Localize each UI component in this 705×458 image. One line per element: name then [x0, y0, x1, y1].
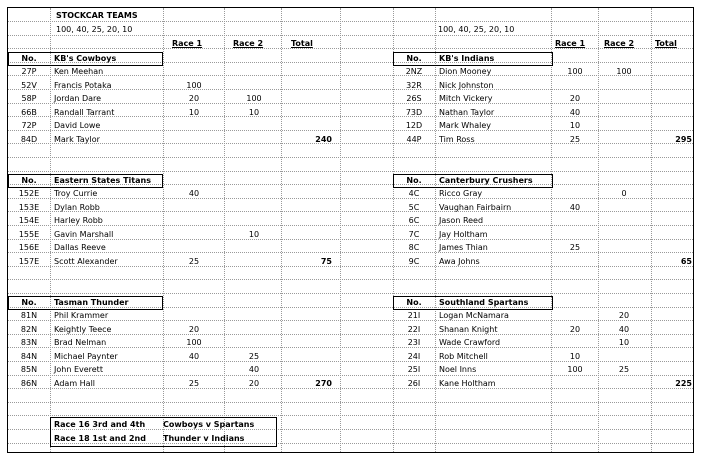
- driver-number: 72P: [21, 121, 37, 130]
- race2-points: [602, 202, 646, 214]
- grid-col-line: [224, 8, 225, 452]
- race2-points: 25: [618, 365, 630, 374]
- race2-points: 25: [248, 352, 260, 361]
- race1-points: 100: [186, 338, 202, 347]
- race2-points: [228, 66, 280, 78]
- race2-points: [228, 256, 280, 268]
- driver-number: 32R: [406, 81, 422, 90]
- driver-name: Brad Nelman: [54, 338, 107, 347]
- race2-points: [228, 188, 280, 200]
- grid-row-line: [8, 293, 693, 294]
- race2-points: 100: [246, 94, 262, 103]
- driver-number: 2NZ: [405, 67, 423, 76]
- race2-points: 20: [618, 311, 630, 320]
- grid-col-line: [281, 8, 282, 452]
- team-header-no: No.: [21, 298, 37, 307]
- race1-points: 20: [569, 325, 581, 334]
- race2-points: [602, 242, 646, 254]
- driver-number: 86N: [20, 379, 38, 388]
- race1-points: 40: [569, 203, 581, 212]
- race1-points: [553, 337, 597, 349]
- team-name: Canterbury Crushers: [439, 176, 533, 185]
- race1-points: 25: [188, 257, 200, 266]
- race1-points: [168, 134, 220, 146]
- driver-name: Jordan Dare: [54, 94, 102, 103]
- driver-name: Scott Alexander: [54, 257, 118, 266]
- driver-number: 12D: [405, 121, 423, 130]
- header-race2-left: Race 2: [233, 39, 264, 48]
- race1-points: 20: [569, 94, 581, 103]
- points-scale-right: 100, 40, 25, 20, 10: [438, 25, 515, 34]
- team-total: 240: [315, 135, 332, 144]
- driver-name: Noel Inns: [439, 365, 477, 374]
- driver-number: 156E: [18, 243, 40, 252]
- fixture-race-2: Race 18 1st and 2nd: [54, 434, 146, 443]
- race2-points: [228, 202, 280, 214]
- race2-points: [228, 310, 280, 322]
- race1-points: [553, 215, 597, 227]
- driver-number: 44P: [406, 135, 422, 144]
- header-total-left: Total: [291, 39, 313, 48]
- team-name: Tasman Thunder: [54, 298, 129, 307]
- driver-number: 152E: [18, 189, 40, 198]
- driver-name: Adam Hall: [54, 379, 96, 388]
- header-race2-right: Race 2: [604, 39, 635, 48]
- driver-number: 26I: [407, 379, 421, 388]
- driver-number: 6C: [408, 216, 420, 225]
- race2-points: [602, 134, 646, 146]
- race1-points: 10: [188, 108, 200, 117]
- race2-points: [602, 215, 646, 227]
- race2-points: 40: [248, 365, 260, 374]
- driver-name: Ricco Gray: [439, 189, 483, 198]
- driver-name: Michael Paynter: [54, 352, 118, 361]
- grid-col-line: [651, 8, 652, 452]
- driver-number: 25I: [407, 365, 421, 374]
- race1-points: [553, 256, 597, 268]
- driver-name: Tim Ross: [439, 135, 475, 144]
- race2-points: 100: [616, 67, 632, 76]
- team-header-no: No.: [406, 176, 422, 185]
- driver-number: 157E: [18, 257, 40, 266]
- driver-number: 4C: [408, 189, 420, 198]
- driver-name: Mitch Vickery: [439, 94, 493, 103]
- driver-name: Troy Currie: [54, 189, 98, 198]
- team-total: 295: [675, 135, 692, 144]
- driver-name: Awa Johns: [439, 257, 480, 266]
- sheet-title: STOCKCAR TEAMS: [56, 11, 138, 20]
- driver-number: 9C: [408, 257, 420, 266]
- team-name: Eastern States Titans: [54, 176, 151, 185]
- grid-row-line: [8, 402, 693, 403]
- race1-points: [168, 215, 220, 227]
- driver-number: 84N: [20, 352, 38, 361]
- driver-name: James Thian: [439, 243, 488, 252]
- race1-points: 40: [188, 352, 200, 361]
- grid-row-line: [8, 157, 693, 158]
- team-name: KB's Indians: [439, 54, 495, 63]
- team-total: 75: [320, 257, 332, 266]
- fixture-match-2: Thunder v Indians: [163, 434, 245, 443]
- race1-points: 25: [188, 379, 200, 388]
- race1-points: 10: [569, 352, 581, 361]
- team-total: 225: [675, 379, 692, 388]
- driver-number: 155E: [18, 230, 40, 239]
- driver-name: Randall Tarrant: [54, 108, 115, 117]
- driver-number: 73D: [405, 108, 423, 117]
- driver-number: 27P: [21, 67, 37, 76]
- race1-points: [553, 80, 597, 92]
- driver-number: 58P: [21, 94, 37, 103]
- driver-number: 23I: [407, 338, 421, 347]
- team-header-no: No.: [406, 54, 422, 63]
- driver-name: Logan McNamara: [439, 311, 509, 320]
- race2-points: [228, 215, 280, 227]
- team-header-no: No.: [21, 176, 37, 185]
- race2-points: [228, 134, 280, 146]
- race1-points: [168, 310, 220, 322]
- driver-name: Dylan Robb: [54, 203, 100, 212]
- driver-name: Nathan Taylor: [439, 108, 495, 117]
- race1-points: 40: [188, 189, 200, 198]
- race2-points: [602, 80, 646, 92]
- driver-name: Jay Holtham: [439, 230, 488, 239]
- driver-name: Keightly Teece: [54, 325, 112, 334]
- race1-points: [553, 310, 597, 322]
- race1-points: [168, 229, 220, 241]
- driver-number: 26S: [406, 94, 422, 103]
- race2-points: 10: [618, 338, 630, 347]
- race1-points: [553, 378, 597, 390]
- race1-points: 100: [186, 81, 202, 90]
- team-total: 65: [680, 257, 692, 266]
- race2-points: 10: [248, 230, 260, 239]
- race2-points: [602, 229, 646, 241]
- driver-name: Gavin Marshall: [54, 230, 114, 239]
- race1-points: [168, 364, 220, 376]
- driver-number: 5C: [408, 203, 420, 212]
- race1-points: 10: [569, 121, 581, 130]
- race2-points: 10: [248, 108, 260, 117]
- driver-name: David Lowe: [54, 121, 101, 130]
- driver-number: 21I: [407, 311, 421, 320]
- race2-points: [228, 242, 280, 254]
- grid-row-line: [8, 279, 693, 280]
- race1-points: [168, 66, 220, 78]
- fixture-race-1: Race 16 3rd and 4th: [54, 420, 146, 429]
- spreadsheet: [7, 7, 694, 453]
- header-total-right: Total: [655, 39, 677, 48]
- driver-name: Mark Taylor: [54, 135, 100, 144]
- driver-name: John Everett: [54, 365, 103, 374]
- race2-points: [602, 120, 646, 132]
- grid-col-line: [598, 8, 599, 452]
- driver-number: 83N: [20, 338, 38, 347]
- race2-points: 20: [248, 379, 260, 388]
- driver-name: Vaughan Fairbairn: [439, 203, 512, 212]
- points-scale: 100, 40, 25, 20, 10: [56, 25, 133, 34]
- race1-points: 40: [569, 108, 581, 117]
- race1-points: 20: [188, 94, 200, 103]
- driver-name: Wade Crawford: [439, 338, 501, 347]
- race1-points: 25: [569, 135, 581, 144]
- driver-name: Shanan Knight: [439, 325, 498, 334]
- team-header-no: No.: [406, 298, 422, 307]
- team-header-no: No.: [21, 54, 37, 63]
- team-name: Southland Spartans: [439, 298, 529, 307]
- driver-number: 81N: [20, 311, 38, 320]
- race2-points: [602, 351, 646, 363]
- grid-col-line: [163, 8, 164, 452]
- driver-number: 8C: [408, 243, 420, 252]
- race1-points: 100: [567, 365, 583, 374]
- driver-number: 153E: [18, 203, 40, 212]
- driver-number: 66B: [21, 108, 37, 117]
- driver-name: Phil Krammer: [54, 311, 109, 320]
- race2-points: [228, 80, 280, 92]
- race1-points: [168, 242, 220, 254]
- driver-number: 82N: [20, 325, 38, 334]
- race2-points: [602, 93, 646, 105]
- grid-row-line: [8, 415, 693, 416]
- driver-name: Dion Mooney: [439, 67, 492, 76]
- driver-number: 84D: [20, 135, 38, 144]
- driver-name: Nick Johnston: [439, 81, 494, 90]
- race2-points: [228, 337, 280, 349]
- race2-points: [602, 107, 646, 119]
- race1-points: [168, 202, 220, 214]
- fixture-match-1: Cowboys v Spartans: [163, 420, 255, 429]
- driver-name: Rob Mitchell: [439, 352, 488, 361]
- race2-points: [228, 324, 280, 336]
- header-race1-right: Race 1: [555, 39, 586, 48]
- race2-points: [602, 256, 646, 268]
- race2-points: 0: [621, 189, 627, 198]
- driver-number: 24I: [407, 352, 421, 361]
- driver-number: 52V: [21, 81, 37, 90]
- race2-points: 40: [618, 325, 630, 334]
- driver-name: Jason Reed: [439, 216, 484, 225]
- team-name: KB's Cowboys: [54, 54, 117, 63]
- driver-number: 85N: [20, 365, 38, 374]
- driver-name: Mark Whaley: [439, 121, 492, 130]
- grid-col-line: [435, 8, 436, 452]
- driver-name: Ken Meehan: [54, 67, 104, 76]
- driver-name: Harley Robb: [54, 216, 103, 225]
- race1-points: [553, 229, 597, 241]
- race1-points: [553, 188, 597, 200]
- race2-points: [602, 378, 646, 390]
- race1-points: 20: [188, 325, 200, 334]
- team-total: 270: [315, 379, 332, 388]
- driver-number: 7C: [408, 230, 420, 239]
- race1-points: 25: [569, 243, 581, 252]
- driver-number: 22I: [407, 325, 421, 334]
- grid-row-line: [8, 171, 693, 172]
- header-race1-left: Race 1: [172, 39, 203, 48]
- driver-name: Kane Holtham: [439, 379, 496, 388]
- race1-points: [168, 120, 220, 132]
- driver-name: Dallas Reeve: [54, 243, 106, 252]
- grid-col-line: [50, 8, 51, 452]
- driver-name: Francis Potaka: [54, 81, 112, 90]
- grid-col-line: [340, 8, 341, 452]
- driver-number: 154E: [18, 216, 40, 225]
- grid-col-line: [551, 8, 552, 452]
- race2-points: [228, 120, 280, 132]
- race1-points: 100: [567, 67, 583, 76]
